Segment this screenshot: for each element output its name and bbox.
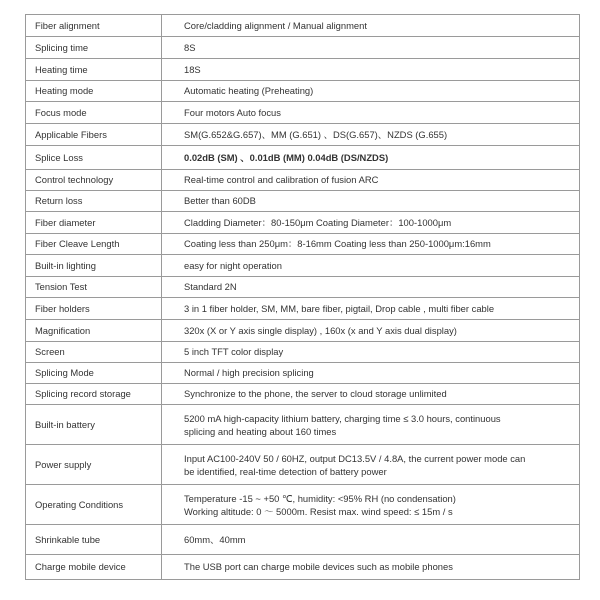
table-row [26, 15, 580, 37]
spec-label: Shrinkable tube [26, 525, 162, 555]
spec-value: Standard 2N [162, 277, 580, 298]
table-row [26, 277, 580, 298]
table-row [26, 445, 580, 485]
spec-value: easy for night operation [162, 255, 580, 277]
spec-label: Magnification [26, 320, 162, 342]
spec-value: Coating less than 250μm：8-16mm Coating less than 250-1000μm:16mm [162, 234, 580, 255]
spec-value: 8S [162, 37, 580, 59]
spec-label: Splice Loss [26, 146, 162, 170]
specifications-table [25, 14, 580, 580]
table-row [26, 525, 580, 555]
spec-value-line: be identified, real-time detection of battery power [184, 465, 387, 477]
table-row [26, 59, 580, 81]
table-row [26, 384, 580, 405]
spec-value-line: splicing and heating about 160 times [184, 425, 337, 437]
spec-label: Heating time [26, 59, 162, 81]
table-row [26, 555, 580, 580]
spec-value: 5 inch TFT color display [162, 342, 580, 363]
table-row [26, 81, 580, 102]
spec-label: Fiber holders [26, 298, 162, 320]
spec-value: 0.02dB (SM) 、0.01dB (MM) 0.04dB (DS/NZDS) [162, 146, 580, 170]
table-row [26, 298, 580, 320]
spec-value-line: Temperature -15 ~ +50 ℃, humidity: <95% RH (no condensation) [184, 492, 456, 504]
table-row [26, 405, 580, 445]
table-row [26, 234, 580, 255]
spec-label: Splicing Mode [26, 363, 162, 384]
table-row [26, 146, 580, 170]
table-row [26, 255, 580, 277]
spec-value: Core/cladding alignment / Manual alignment [162, 15, 580, 37]
spec-label: Heating mode [26, 81, 162, 102]
table-row [26, 320, 580, 342]
table-row [26, 37, 580, 59]
spec-value: SM(G.652&G.657)、MM (G.651) 、DS(G.657)、NZDS (G.655) [162, 124, 580, 146]
spec-value-line: Working altitude: 0 ～ 5000m. Resist max. wind speed: ≤ 15m / s [184, 505, 453, 517]
spec-value [162, 405, 580, 445]
spec-label: Splicing time [26, 37, 162, 59]
spec-label: Built-in battery [26, 405, 162, 445]
spec-value: Four motors Auto focus [162, 102, 580, 124]
spec-label: Fiber alignment [26, 15, 162, 37]
spec-label: Operating Conditions [26, 485, 162, 525]
spec-value: 18S [162, 59, 580, 81]
spec-value: Synchronize to the phone, the server to cloud storage unlimited [162, 384, 580, 405]
spec-label: Splicing record storage [26, 384, 162, 405]
spec-value: Real-time control and calibration of fusion ARC [162, 170, 580, 191]
spec-value: Cladding Diameter：80-150μm Coating Diameter：100-1000μm [162, 212, 580, 234]
spec-value-line: 5200 mA high-capacity lithium battery, charging time ≤ 3.0 hours, continuous [184, 412, 501, 424]
spec-label: Applicable Fibers [26, 124, 162, 146]
spec-value: 60mm、40mm [162, 525, 580, 555]
spec-value: Better than 60DB [162, 191, 580, 212]
table-row [26, 342, 580, 363]
table-row [26, 212, 580, 234]
table-row [26, 363, 580, 384]
spec-label: Focus mode [26, 102, 162, 124]
table-row [26, 170, 580, 191]
spec-value: The USB port can charge mobile devices such as mobile phones [162, 555, 580, 580]
spec-value [162, 485, 580, 525]
spec-label: Tension Test [26, 277, 162, 298]
table-row [26, 191, 580, 212]
spec-value-line: Input AC100-240V 50 / 60HZ, output DC13.5V / 4.8A, the current power mode can [184, 452, 526, 464]
spec-value [162, 445, 580, 485]
spec-value: Automatic heating (Preheating) [162, 81, 580, 102]
spec-label: Fiber Cleave Length [26, 234, 162, 255]
spec-label: Control technology [26, 170, 162, 191]
spec-value: Normal / high precision splicing [162, 363, 580, 384]
spec-label: Return loss [26, 191, 162, 212]
table-row [26, 102, 580, 124]
spec-value: 320x (X or Y axis single display) , 160x (x and Y axis dual display) [162, 320, 580, 342]
spec-label: Built-in lighting [26, 255, 162, 277]
spec-label: Power supply [26, 445, 162, 485]
spec-label: Charge mobile device [26, 555, 162, 580]
table-row [26, 124, 580, 146]
spec-label: Fiber diameter [26, 212, 162, 234]
spec-value: 3 in 1 fiber holder, SM, MM, bare fiber, pigtail, Drop cable , multi fiber cable [162, 298, 580, 320]
spec-label: Screen [26, 342, 162, 363]
table-row [26, 485, 580, 525]
